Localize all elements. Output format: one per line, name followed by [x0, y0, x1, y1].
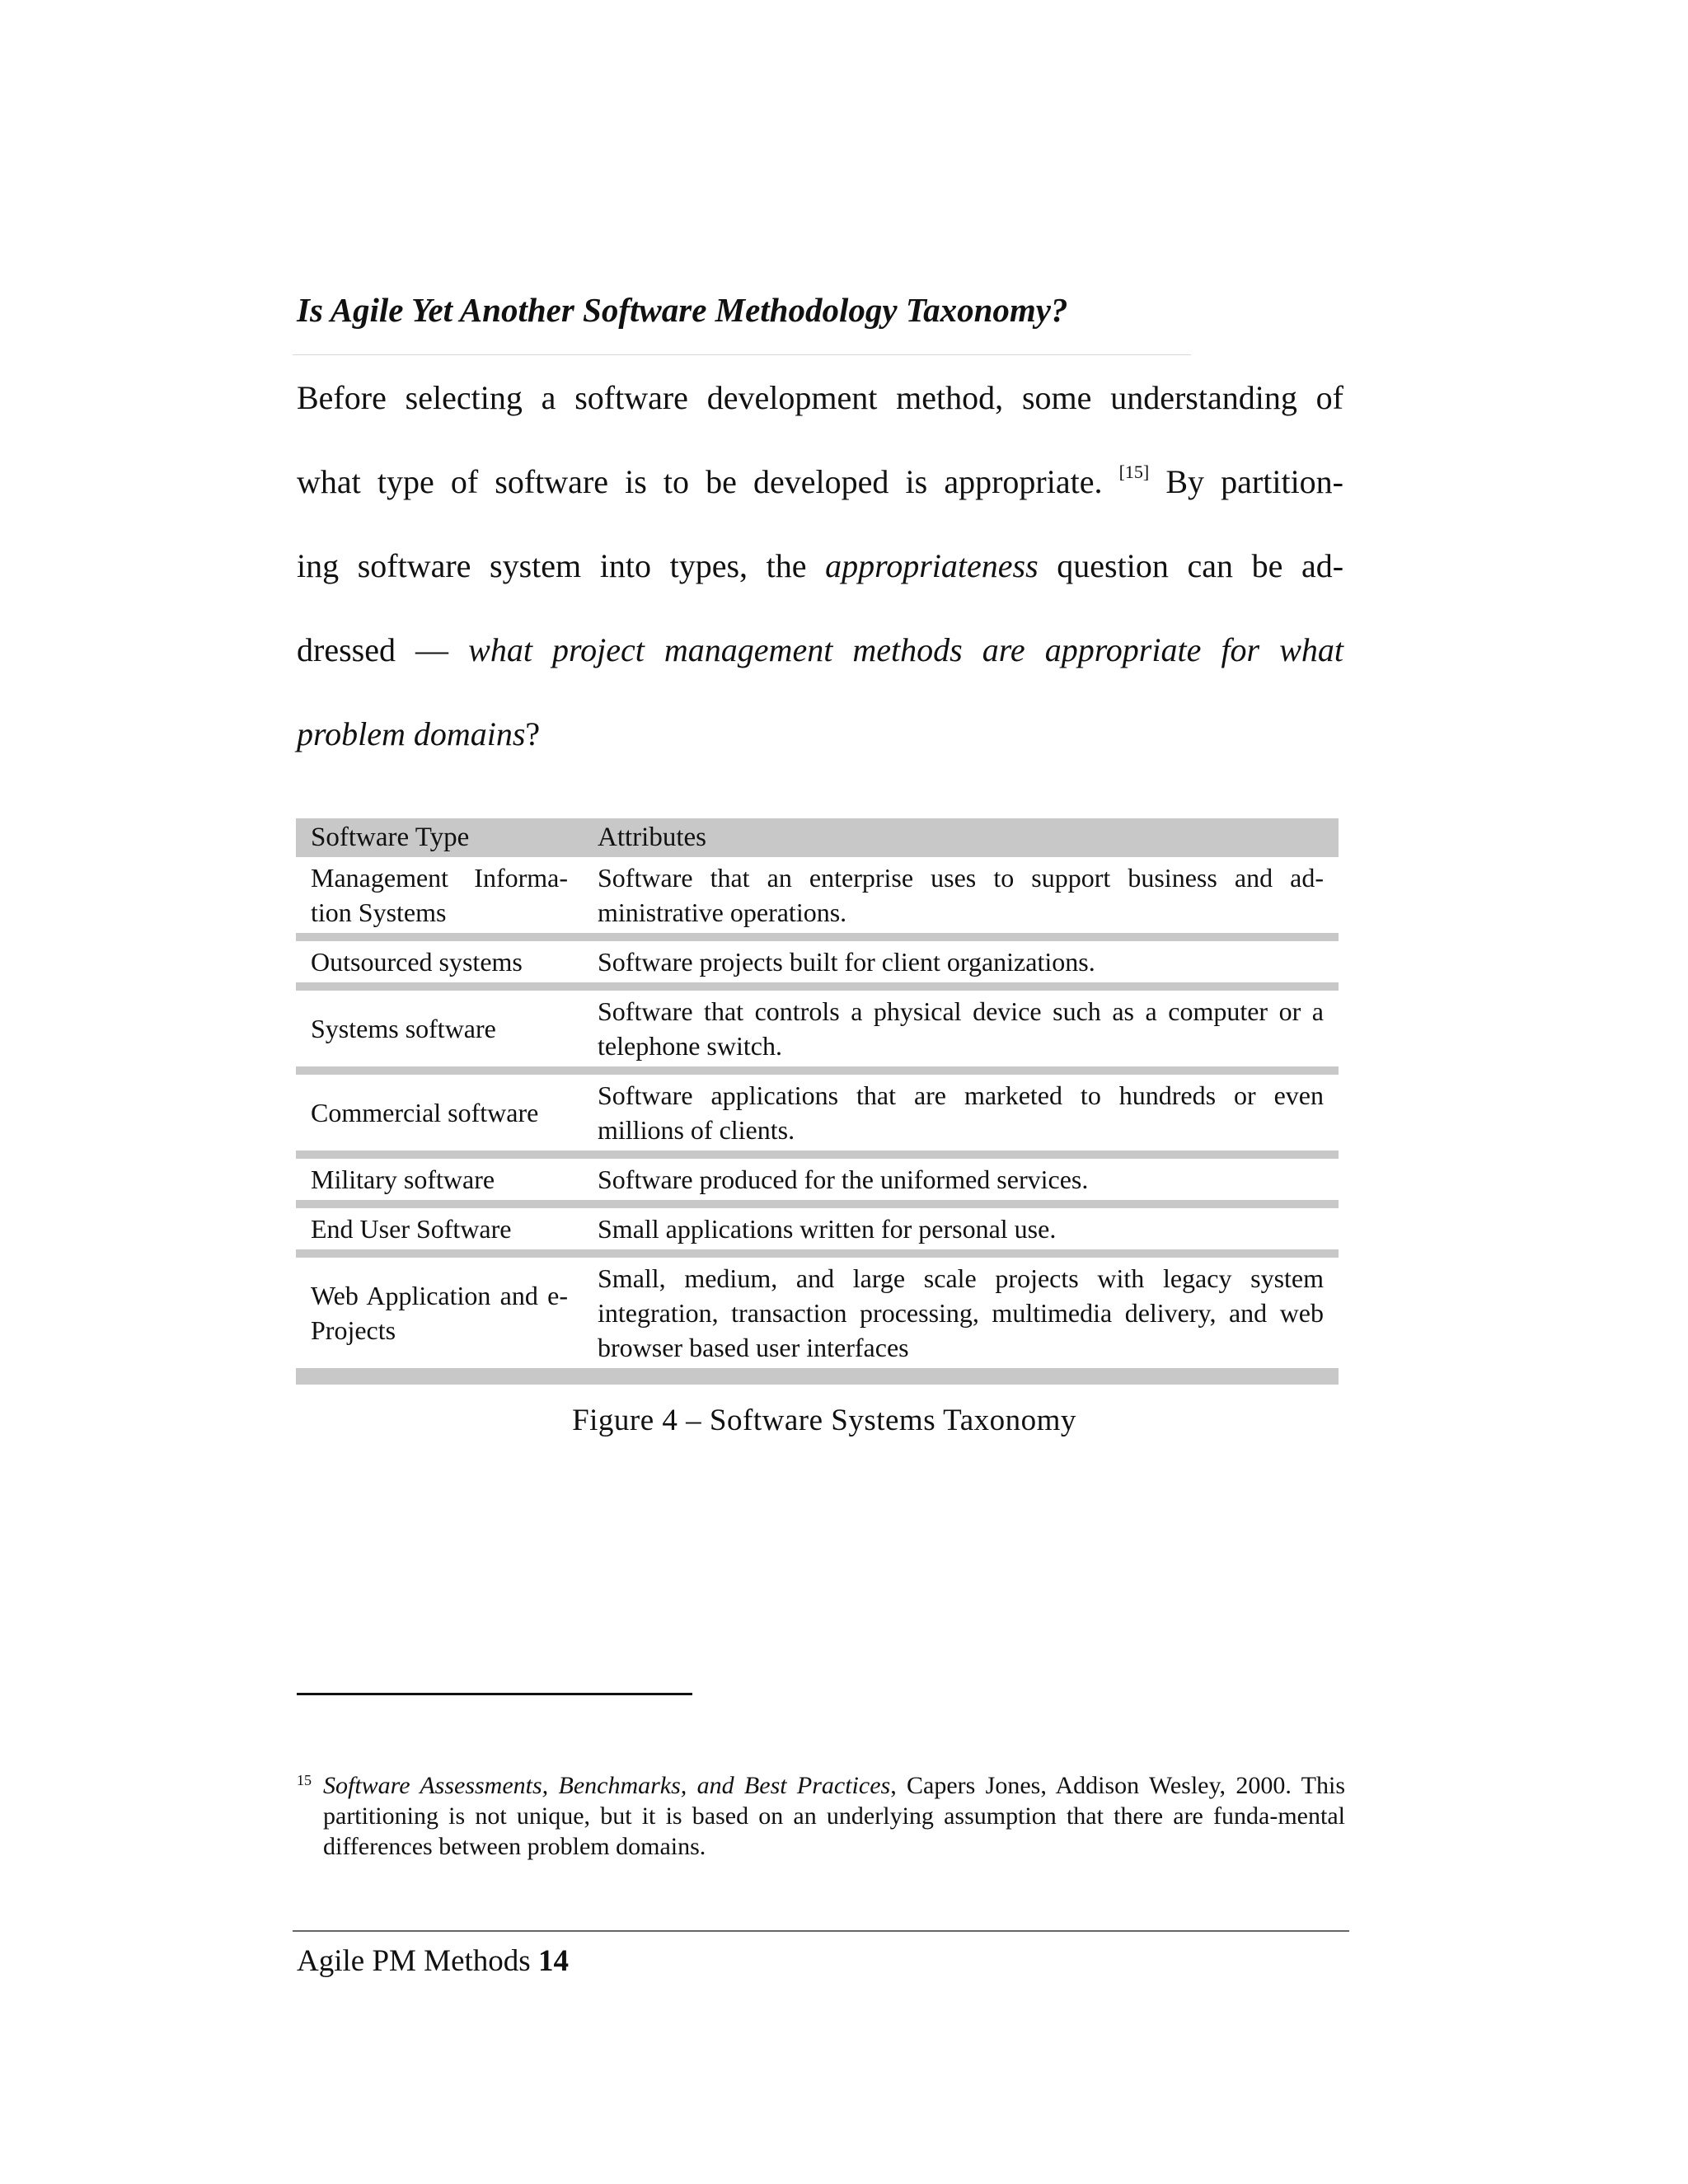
paragraph-text: what type of software is to be developed is appropriate. — [297, 463, 1103, 500]
paragraph-line-2 — [297, 462, 1343, 503]
footer-label: Agile PM Methods — [297, 1944, 531, 1978]
paragraph-text: By partition- — [1165, 463, 1344, 500]
column-header-attributes: Attributes — [583, 818, 1339, 857]
software-type-cell: Management Informa-tion Systems — [296, 857, 583, 937]
citation-reference[interactable]: [15] — [1118, 462, 1150, 482]
attributes-cell: Software that an enterprise uses to support business and ad-ministrative operations. — [583, 857, 1339, 937]
paragraph-line-1 — [297, 377, 1343, 419]
software-type-cell: Commercial software — [296, 1071, 583, 1155]
attributes-cell: Small, medium, and large scale projects with legacy system integration, transaction processing, multimedia delivery, and web browser based user interfaces — [583, 1254, 1339, 1376]
figure-caption: Figure 4 – Software Systems Taxonomy — [572, 1404, 1076, 1437]
paragraph-text: ? — [525, 715, 541, 752]
footer-divider — [293, 1930, 1349, 1932]
footnote-body: , Capers Jones, Addison Wesley, 2000. This partitioning is not unique, but it is based on an underlying assumption that there are funda-mental differences between problem domains. — [323, 1772, 1345, 1860]
software-taxonomy-table — [296, 818, 1339, 1385]
software-type-cell: Systems software — [296, 987, 583, 1071]
table-row — [296, 1204, 1339, 1254]
footnote-divider — [297, 1693, 692, 1695]
emphasis-text: problem domains — [297, 715, 526, 752]
table-row — [296, 857, 1339, 937]
table-row — [296, 1254, 1339, 1376]
attributes-cell: Software produced for the uniformed services. — [583, 1155, 1339, 1204]
emphasis-text: appropriateness — [825, 547, 1039, 584]
software-type-cell: Military software — [296, 1155, 583, 1204]
software-type-cell: Web Application and e- Projects — [296, 1254, 583, 1376]
attributes-cell: Small applications written for personal use. — [583, 1204, 1339, 1254]
paragraph-line-3 — [297, 546, 1343, 587]
page-number: 14 — [537, 1944, 569, 1978]
column-header-software-type: Software Type — [296, 818, 583, 857]
section-title: Is Agile Yet Another Software Methodology Taxonomy? — [297, 291, 1068, 329]
paragraph-text: Before selecting a software development method, some understanding of — [297, 379, 1343, 416]
paragraph-text: question can be ad- — [1057, 547, 1344, 584]
page-footer — [297, 1943, 569, 1979]
table-row — [296, 1155, 1339, 1204]
table-header-row — [296, 818, 1339, 857]
footnote — [297, 1770, 1345, 1862]
footnote-number: 15 — [297, 1772, 312, 1788]
paragraph-line-5 — [297, 714, 540, 755]
software-type-cell: Outsourced systems — [296, 937, 583, 987]
table-row — [296, 987, 1339, 1071]
footnote-text — [297, 1770, 1345, 1862]
paragraph-text: dressed — — [297, 631, 449, 668]
paragraph-text: ing software system into types, the — [297, 547, 807, 584]
footnote-source-title: Software Assessments, Benchmarks, and Best Practices — [323, 1772, 891, 1799]
attributes-cell: Software projects built for client organizations. — [583, 937, 1339, 987]
software-type-cell: End User Software — [296, 1204, 583, 1254]
title-divider — [293, 354, 1191, 355]
attributes-cell: Software applications that are marketed to hundreds or even millions of clients. — [583, 1071, 1339, 1155]
attributes-cell: Software that controls a physical device such as a computer or a telephone switch. — [583, 987, 1339, 1071]
emphasis-text: what project management methods are appropriate for what — [468, 631, 1343, 668]
table-row — [296, 937, 1339, 987]
table-row — [296, 1071, 1339, 1155]
paragraph-line-4 — [297, 630, 1343, 671]
